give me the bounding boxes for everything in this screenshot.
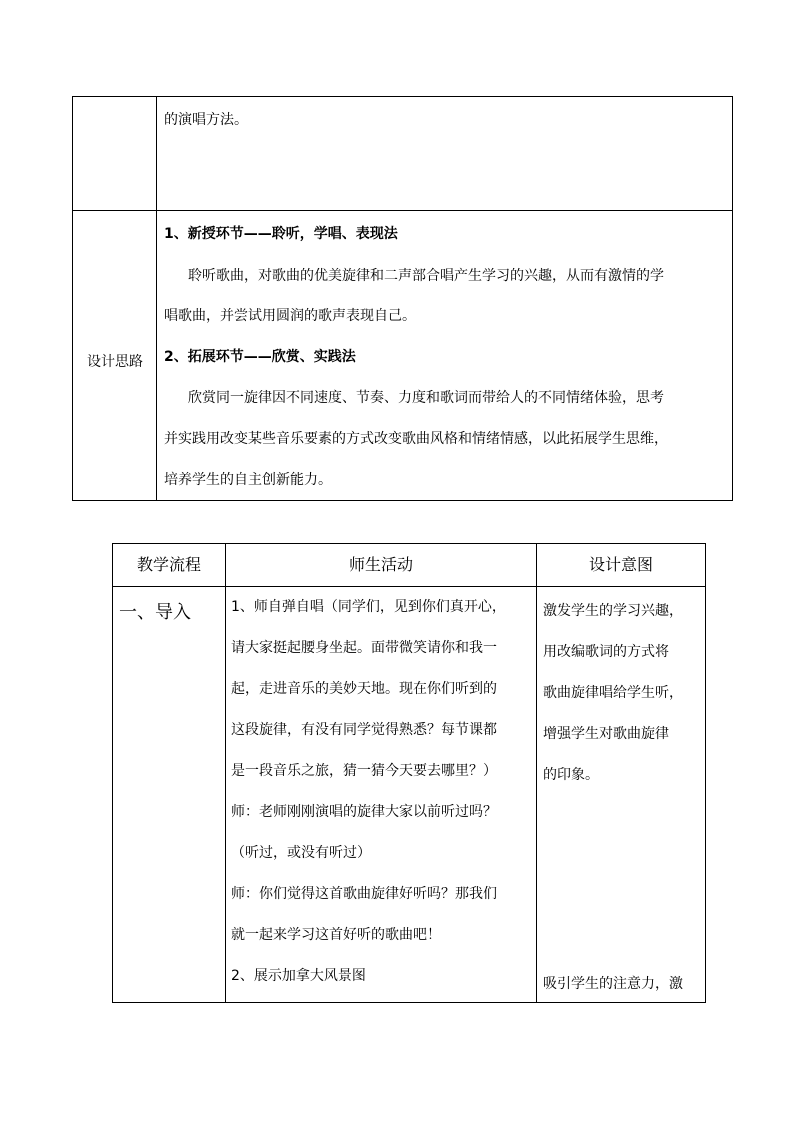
table-header-row bbox=[113, 544, 705, 587]
activity-line: 是一段音乐之旅，猜一猜今天要去哪里？） bbox=[231, 763, 497, 779]
section-heading: 1、新授环节——聆听，学唱、表现法 bbox=[164, 226, 398, 242]
intent-line: 增强学生对歌曲旋律 bbox=[543, 726, 669, 742]
table-row bbox=[73, 97, 732, 211]
table-row bbox=[73, 211, 732, 500]
activity-line: 起，走进音乐的美妙天地。现在你们听到的 bbox=[231, 681, 497, 697]
intent-line: 的印象。 bbox=[543, 767, 599, 783]
intent-line: 用改编歌词的方式将 bbox=[543, 644, 669, 660]
header-intent: 设计意图 bbox=[588, 555, 653, 574]
column-divider bbox=[225, 544, 226, 1002]
process-table bbox=[112, 543, 706, 1003]
activity-line: 就一起来学习这首好听的歌曲吧！ bbox=[231, 927, 441, 943]
content-cell bbox=[158, 97, 732, 210]
activity-line: 师：老师刚刚演唱的旋律大家以前听过吗？ bbox=[231, 804, 497, 820]
activity-line: 师：你们觉得这首歌曲旋律好听吗？那我们 bbox=[231, 886, 497, 902]
design-table bbox=[72, 96, 733, 501]
paragraph-line: 唱歌曲，并尝试用圆润的歌声表现自己。 bbox=[164, 308, 416, 324]
intent-line: 激发学生的学习兴趣， bbox=[543, 603, 683, 619]
column-divider bbox=[536, 544, 537, 1002]
stage-label: 一、导入 bbox=[119, 602, 191, 623]
content-cell bbox=[158, 211, 732, 500]
header-process: 教学流程 bbox=[136, 555, 201, 574]
activity-line: （听过，或没有听过） bbox=[231, 845, 371, 861]
intent-line: 吸引学生的注意力，激 bbox=[543, 976, 683, 992]
label-cell bbox=[73, 211, 157, 500]
paragraph-line: 培养学生的自主创新能力。 bbox=[164, 472, 332, 488]
paragraph-line: 并实践用改变某些音乐要素的方式改变歌曲风格和情绪情感，以此拓展学生思维， bbox=[164, 431, 668, 447]
paragraph-line: 欣赏同一旋律因不同速度、节奏、力度和歌词而带给人的不同情绪体验，思考 bbox=[188, 390, 664, 406]
continuation-text: 的演唱方法。 bbox=[164, 112, 248, 128]
design-idea-label: 设计思路 bbox=[87, 354, 143, 370]
label-cell bbox=[73, 97, 157, 210]
activity-line: 这段旋律，有没有同学觉得熟悉？每节课都 bbox=[231, 722, 497, 738]
paragraph-line: 聆听歌曲，对歌曲的优美旋律和二声部合唱产生学习的兴趣，从而有激情的学 bbox=[188, 268, 664, 284]
header-activity: 师生活动 bbox=[348, 555, 413, 574]
section-heading: 2、拓展环节——欣赏、实践法 bbox=[164, 349, 356, 365]
activity-line: 2、展示加拿大风景图 bbox=[231, 968, 366, 984]
activity-line: 请大家挺起腰身坐起。面带微笑请你和我一 bbox=[231, 640, 497, 656]
intent-line: 歌曲旋律唱给学生听， bbox=[543, 685, 683, 701]
activity-line: 1、师自弹自唱（同学们，见到你们真开心， bbox=[231, 599, 506, 615]
